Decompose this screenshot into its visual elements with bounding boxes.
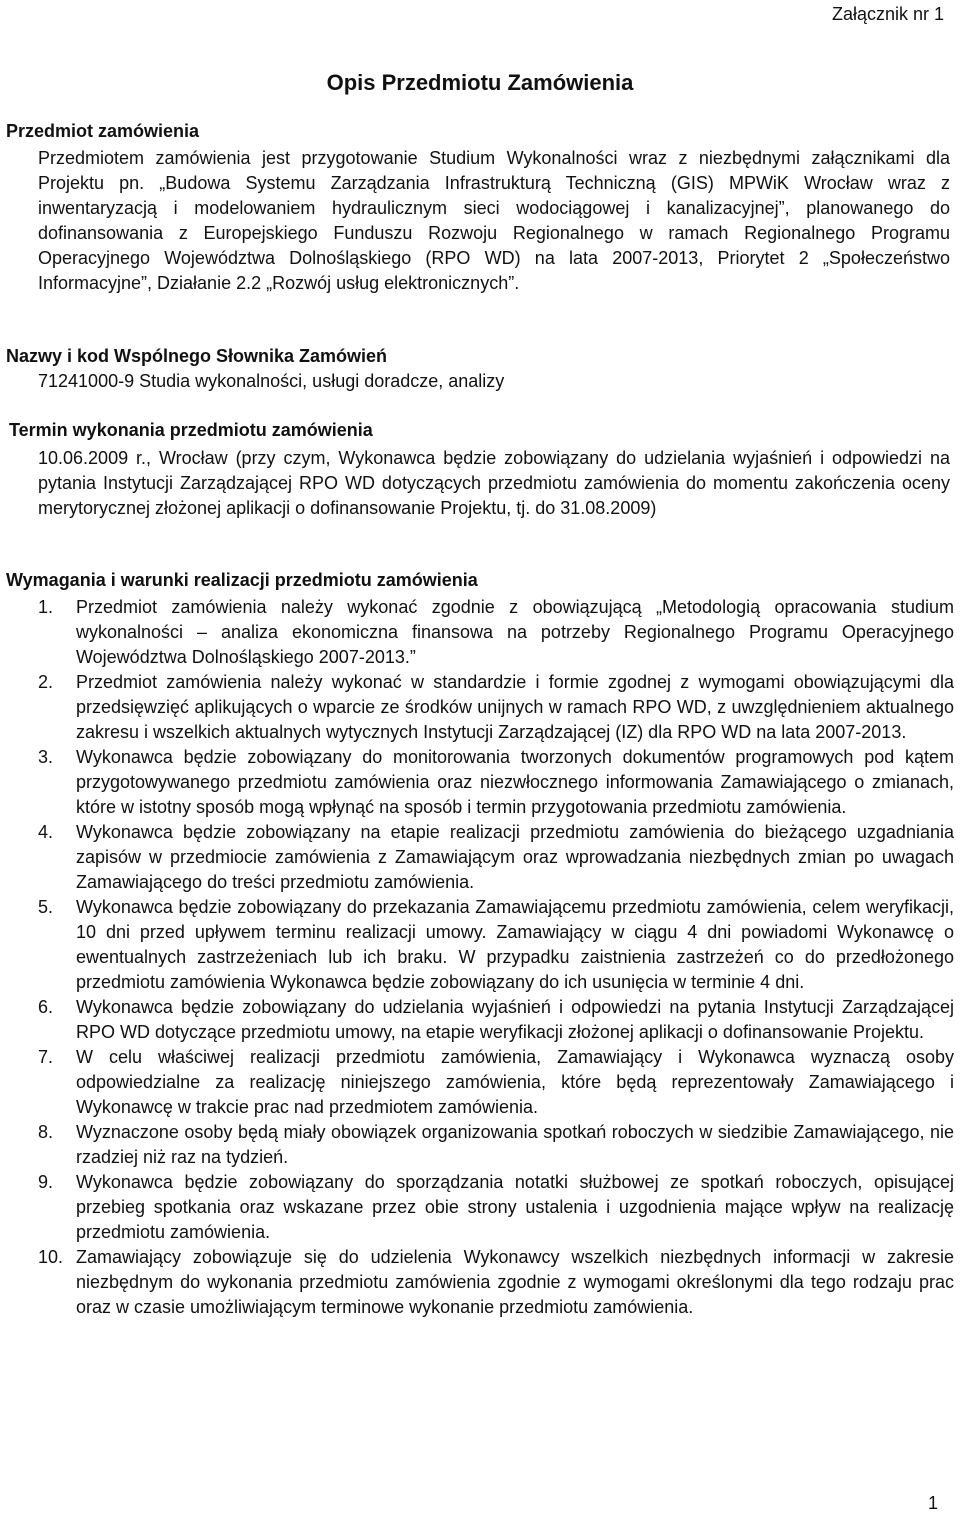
subject-heading: Przedmiot zamówienia <box>6 121 200 141</box>
list-item <box>38 745 954 820</box>
item-number: 9. <box>38 1172 54 1192</box>
list-item <box>38 1170 954 1245</box>
list-item <box>38 820 954 895</box>
deadline-heading: Termin wykonania przedmiotu zamówienia <box>9 420 373 440</box>
item-text: Wykonawca będzie zobowiązany do przekazania Zamawiającemu przedmiotu zamówienia, celem weryfikacji, 10 dni przed upływem terminu realizacji umowy. Zamawiający w ciągu 4 dni powiadomi Wykonawcę o ewentualnych zastrzeżeniach lub ich braku. W przypadku zaistnienia zastrzeżeń co do przedłożonego przedmiotu zamówienia Wykonawca będzie zobowiązany do ich usunięcia w terminie 4 dni. <box>76 897 954 992</box>
item-number: 5. <box>38 897 54 917</box>
item-text: W celu właściwej realizacji przedmiotu zamówienia, Zamawiający i Wykonawca wyznaczą osoby odpowiedzialne za realizację niniejszego zamówienia, które będą reprezentowały Zamawiającego i Wykonawcę w trakcie prac nad przedmiotem zamówienia. <box>76 1047 954 1117</box>
annex-label: Załącznik nr 1 <box>831 4 944 24</box>
item-number: 7. <box>38 1047 54 1067</box>
list-item <box>38 595 954 670</box>
item-number: 8. <box>38 1122 54 1142</box>
cpv-code: 71241000-9 Studia wykonalności, usługi doradcze, analizy <box>38 371 505 391</box>
item-text: Wyznaczone osoby będą miały obowiązek organizowania spotkań roboczych w siedzibie Zamawiającego, nie rzadziej niż raz na tydzień. <box>76 1122 954 1167</box>
item-text: Zamawiający zobowiązuje się do udzielenia Wykonawcy wszelkich niezbędnych informacji w zakresie niezbędnym do wykonania przedmiotu zamówienia zgodnie z wymogami określonymi dla tego rodzaju prac oraz w czasie umożliwiającym terminowe wykonanie przedmiotu zamówienia. <box>76 1247 954 1317</box>
deadline-text <box>38 446 950 521</box>
item-number: 4. <box>38 822 54 842</box>
item-text: Wykonawca będzie zobowiązany do monitorowania tworzonych dokumentów programowych pod kątem przygotowywanego przedmiotu zamówienia oraz niezwłocznego informowania Zamawiającego o zmianach, które w istotny sposób mogą wpłynąć na sposób i termin przygotowania przedmiotu zamówienia. <box>76 747 954 817</box>
requirements-list <box>38 595 954 1320</box>
item-number: 3. <box>38 747 54 767</box>
item-text: Wykonawca będzie zobowiązany do sporządzania notatki służbowej ze spotkań roboczych, opisującej przebieg spotkania oraz wskazane przez obie strony ustalenia i uzgodnienia mające wpływ na realizację przedmiotu zamówienia. <box>76 1172 954 1242</box>
item-number: 1. <box>38 597 54 617</box>
subject-text: Przedmiotem zamówienia jest przygotowanie Studium Wykonalności wraz z niezbędnymi załącznikami dla Projektu pn. „Budowa Systemu Zarządzania Infrastrukturą Techniczną (GIS) MPWiK Wrocław wraz z inwentaryzacją i modelowaniem hydraulicznym sieci wodociągowej i kanalizacyjnej”, planowanego do dofinansowania z Europejskiego Funduszu Rozwoju Regionalnego w ramach Regionalnego Programu Operacyjnego Województwa Dolnośląskiego (RPO WD) na lata 2007-2013, Priorytet 2 „Społeczeństwo Informacyjne”, Działanie 2.2 „Rozwój usług elektronicznych”. <box>38 148 950 293</box>
item-text: Przedmiot zamówienia należy wykonać zgodnie z obowiązującą „Metodologią opracowania studium wykonalności – analiza ekonomiczna finansowa na potrzeby Regionalnego Programu Operacyjnego Województwa Dolnośląskiego 2007-2013.” <box>76 597 954 667</box>
list-item <box>38 995 954 1045</box>
item-text: Przedmiot zamówienia należy wykonać w standardzie i formie zgodnej z wymogami obowiązującymi dla przedsięwzięć aplikujących o wparcie ze środków unijnych w ramach RPO WD, z uwzględnieniem aktualnego zakresu i wszelkich aktualnych wytycznych Instytucji Zarządzającej (IZ) dla RPO WD na lata 2007-2013. <box>76 672 954 742</box>
page-number: 1 <box>927 1493 938 1513</box>
list-item <box>38 1120 954 1170</box>
item-number: 6. <box>38 997 54 1017</box>
item-text: Wykonawca będzie zobowiązany na etapie realizacji przedmiotu zamówienia do bieżącego uzgadniania zapisów w przedmiocie zamówienia z Zamawiającym oraz wprowadzania niezbędnych zmian po uwagach Zamawiającego do treści przedmiotu zamówienia. <box>76 822 954 892</box>
deadline-date: 10.06.2009 r. <box>38 448 147 468</box>
list-item <box>38 895 954 995</box>
list-item <box>38 1245 954 1320</box>
list-item <box>38 670 954 745</box>
document-title: Opis Przedmiotu Zamówienia <box>326 70 634 95</box>
requirements-heading: Wymagania i warunki realizacji przedmiotu zamówienia <box>6 570 478 590</box>
cpv-heading: Nazwy i kod Wspólnego Słownika Zamówień <box>6 346 388 366</box>
item-number: 2. <box>38 672 54 692</box>
item-text: Wykonawca będzie zobowiązany do udzielania wyjaśnień i odpowiedzi na pytania Instytucji Zarządzającej RPO WD dotyczące przedmiotu umowy, na etapie weryfikacji złożonej aplikacji o dofinansowanie Projektu. <box>76 997 954 1042</box>
deadline-description: , Wrocław (przy czym, Wykonawca będzie zobowiązany do udzielania wyjaśnień i odpowiedzi na pytania Instytucji Zarządzającej RPO WD dotyczących przedmiotu zamówienia do momentu zakończenia oceny merytorycznej złożonej aplikacji o dofinansowanie Projektu, tj. do 31.08.2009) <box>38 448 951 518</box>
item-number: 10. <box>38 1247 64 1267</box>
list-item <box>38 1045 954 1120</box>
